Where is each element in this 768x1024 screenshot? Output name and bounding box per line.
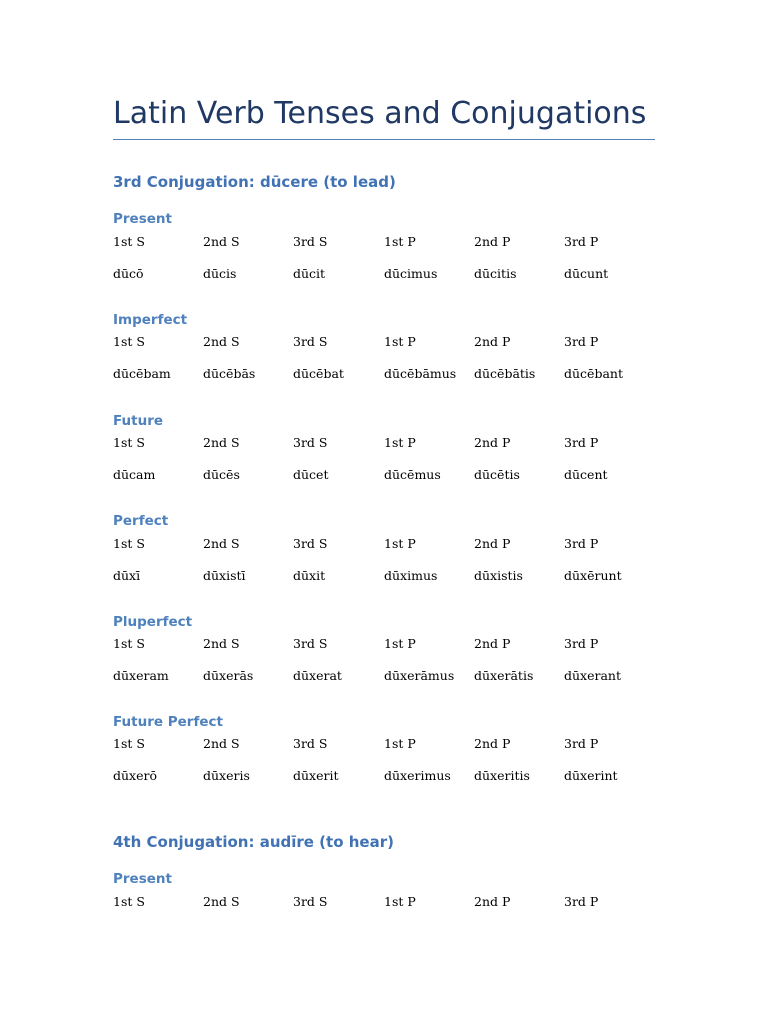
tense-heading-imperfect: Imperfect bbox=[113, 312, 188, 328]
verb-form-row bbox=[113, 668, 655, 684]
verb-form-row bbox=[113, 266, 655, 282]
person-label: 2nd S bbox=[203, 894, 240, 909]
verb-form: dūcit bbox=[293, 266, 326, 281]
verb-form: dūxī bbox=[113, 568, 141, 583]
person-label: 2nd S bbox=[203, 435, 240, 450]
person-label: 3rd P bbox=[564, 894, 599, 909]
person-header-row bbox=[113, 435, 655, 451]
person-label: 2nd S bbox=[203, 736, 240, 751]
person-header-row bbox=[113, 736, 655, 752]
person-label: 3rd P bbox=[564, 636, 599, 651]
person-label: 3rd S bbox=[293, 536, 328, 551]
conjugation-heading-3rd: 3rd Conjugation: dūcere (to lead) bbox=[113, 173, 396, 191]
person-label: 1st S bbox=[113, 536, 145, 551]
tense-heading-present: Present bbox=[113, 871, 172, 887]
tense-heading-future-perfect: Future Perfect bbox=[113, 714, 223, 730]
verb-form-row bbox=[113, 467, 655, 483]
verb-form: dūximus bbox=[384, 568, 438, 583]
verb-form-row bbox=[113, 568, 655, 584]
person-label: 3rd P bbox=[564, 736, 599, 751]
conjugation-heading-4th: 4th Conjugation: audīre (to hear) bbox=[113, 833, 394, 851]
verb-form: dūcitis bbox=[474, 266, 517, 281]
verb-form: dūcētis bbox=[474, 467, 520, 482]
person-label: 2nd P bbox=[474, 536, 511, 551]
verb-form: dūxērunt bbox=[564, 568, 622, 583]
verb-form: dūxerat bbox=[293, 668, 342, 683]
verb-form: dūcēbāmus bbox=[384, 366, 457, 381]
person-label: 1st P bbox=[384, 435, 416, 450]
verb-form-row bbox=[113, 768, 655, 784]
title-underline bbox=[113, 139, 655, 140]
verb-form-row bbox=[113, 366, 655, 382]
verb-form: dūcēbātis bbox=[474, 366, 536, 381]
tense-heading-present: Present bbox=[113, 211, 172, 227]
verb-form: dūxeritis bbox=[474, 768, 530, 783]
verb-form: dūcis bbox=[203, 266, 237, 281]
person-label: 2nd S bbox=[203, 536, 240, 551]
verb-form: dūcimus bbox=[384, 266, 438, 281]
verb-form: dūcēbās bbox=[203, 366, 256, 381]
verb-form: dūcō bbox=[113, 266, 144, 281]
person-label: 1st S bbox=[113, 636, 145, 651]
person-header-row bbox=[113, 234, 655, 250]
person-label: 2nd P bbox=[474, 894, 511, 909]
person-label: 3rd P bbox=[564, 435, 599, 450]
verb-form: dūcēbant bbox=[564, 366, 623, 381]
tense-heading-perfect: Perfect bbox=[113, 513, 169, 529]
person-label: 2nd P bbox=[474, 736, 511, 751]
verb-form: dūxistī bbox=[203, 568, 246, 583]
verb-form: dūcēs bbox=[203, 467, 240, 482]
person-label: 1st S bbox=[113, 894, 145, 909]
person-header-row bbox=[113, 334, 655, 350]
verb-form: dūxerātis bbox=[474, 668, 534, 683]
verb-form: dūcent bbox=[564, 467, 608, 482]
verb-form: dūxeram bbox=[113, 668, 169, 683]
person-label: 3rd S bbox=[293, 234, 328, 249]
verb-form: dūxit bbox=[293, 568, 326, 583]
person-label: 3rd S bbox=[293, 736, 328, 751]
person-label: 2nd P bbox=[474, 636, 511, 651]
person-header-row bbox=[113, 894, 655, 910]
person-label: 2nd S bbox=[203, 334, 240, 349]
tense-heading-future: Future bbox=[113, 413, 164, 429]
verb-form: dūxerāmus bbox=[384, 668, 455, 683]
verb-form: dūcam bbox=[113, 467, 156, 482]
verb-form: dūxerās bbox=[203, 668, 254, 683]
person-label: 1st P bbox=[384, 234, 416, 249]
person-label: 1st P bbox=[384, 636, 416, 651]
verb-form: dūxerit bbox=[293, 768, 339, 783]
verb-form: dūxerant bbox=[564, 668, 622, 683]
person-label: 1st P bbox=[384, 334, 416, 349]
verb-form: dūxeris bbox=[203, 768, 250, 783]
person-label: 2nd P bbox=[474, 334, 511, 349]
person-header-row bbox=[113, 536, 655, 552]
person-label: 3rd P bbox=[564, 334, 599, 349]
verb-form: dūcēbat bbox=[293, 366, 344, 381]
person-label: 2nd P bbox=[474, 435, 511, 450]
person-label: 1st P bbox=[384, 736, 416, 751]
person-label: 1st S bbox=[113, 234, 145, 249]
person-label: 3rd P bbox=[564, 234, 599, 249]
person-label: 3rd S bbox=[293, 435, 328, 450]
person-label: 3rd S bbox=[293, 636, 328, 651]
document-title: Latin Verb Tenses and Conjugations bbox=[113, 96, 647, 131]
verb-form: dūxistis bbox=[474, 568, 523, 583]
verb-form: dūcunt bbox=[564, 266, 609, 281]
person-label: 3rd S bbox=[293, 334, 328, 349]
tense-heading-pluperfect: Pluperfect bbox=[113, 614, 193, 630]
verb-form: dūxerint bbox=[564, 768, 618, 783]
verb-form: dūxerimus bbox=[384, 768, 451, 783]
person-label: 1st P bbox=[384, 536, 416, 551]
person-label: 2nd S bbox=[203, 636, 240, 651]
verb-form: dūcēbam bbox=[113, 366, 171, 381]
person-label: 3rd P bbox=[564, 536, 599, 551]
person-label: 1st P bbox=[384, 894, 416, 909]
person-label: 1st S bbox=[113, 334, 145, 349]
person-label: 3rd S bbox=[293, 894, 328, 909]
person-label: 2nd P bbox=[474, 234, 511, 249]
person-label: 1st S bbox=[113, 435, 145, 450]
person-label: 1st S bbox=[113, 736, 145, 751]
verb-form: dūcēmus bbox=[384, 467, 441, 482]
person-label: 2nd S bbox=[203, 234, 240, 249]
person-header-row bbox=[113, 636, 655, 652]
verb-form: dūxerō bbox=[113, 768, 158, 783]
verb-form: dūcet bbox=[293, 467, 329, 482]
